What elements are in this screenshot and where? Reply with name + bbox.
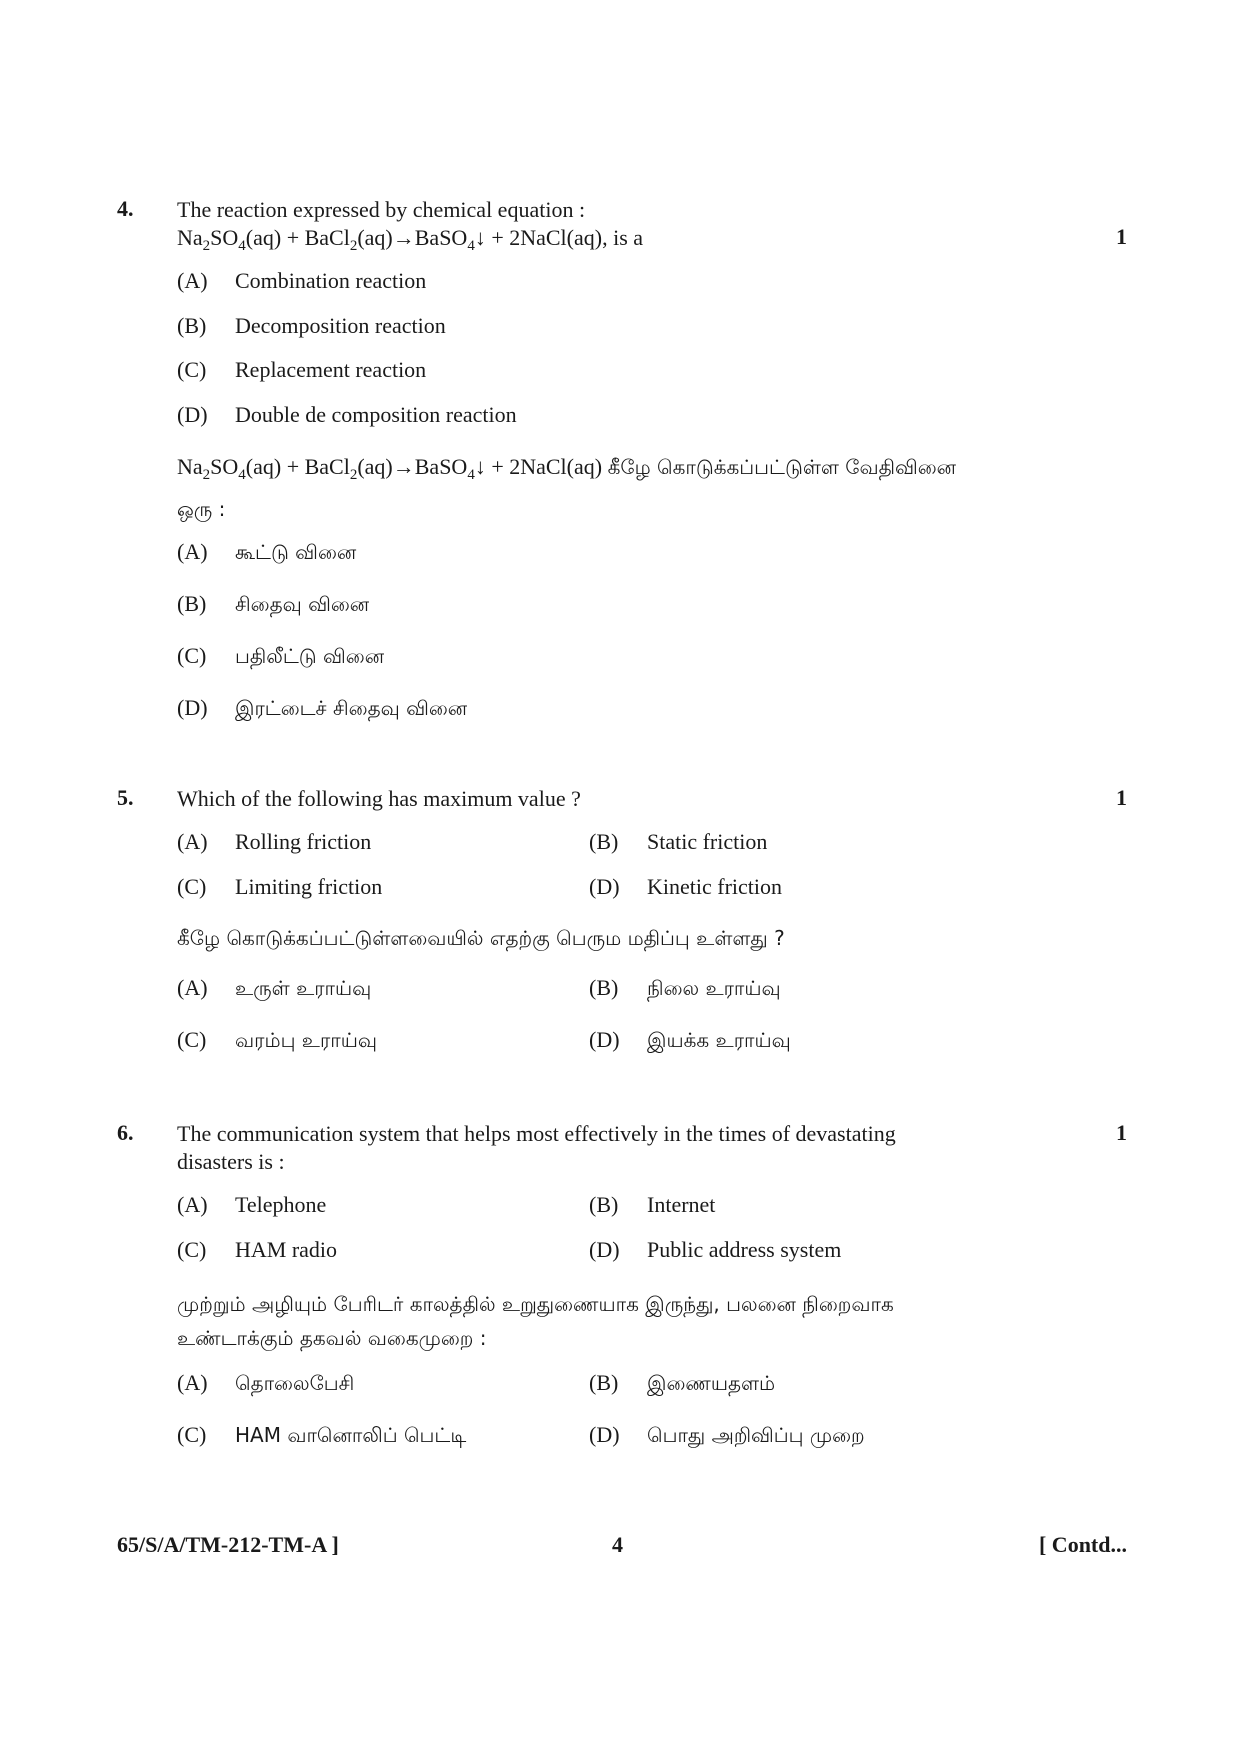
page-number: 4 [612,1532,623,1557]
question-stem-ta: $Na_2SO_4(aq)$ + BaCl$_2$(aq)→BaSO$_4$↓ + 2NaCl(aq) கீழே கொடுக்கப்பட்டுள்ள வேதிவினை ஒரு : [177,454,957,521]
question-stem-en: The communication system that helps most effectively in the times of devastating disasters is : [177,1121,896,1174]
option-c-ta[interactable]: (C) பதிலீட்டு வினை [177,643,385,668]
chemical-equation: $Na_2SO_4(aq)$ + BaCl$_2$(aq)→BaSO$_4$↓ + 2NaCl(aq), is a [177,225,644,254]
question-stem-en: The reaction expressed by chemical equation : [177,197,586,222]
question-5 [117,785,1127,1075]
question-marks: 1 [1116,224,1127,249]
question-stem-ta: கீழே கொடுக்கப்பட்டுள்ளவையில் எதற்கு பெரும மதிப்பு உள்ளது ? [177,926,785,950]
paper-code: 65/S/A/TM-212-TM-A ] [117,1532,339,1557]
option-b-ta[interactable]: (B) இணையதளம் [589,1370,776,1395]
option-b-ta[interactable]: (B) நிலை உராய்வு [589,975,781,1000]
option-b[interactable]: (B) Static friction [589,829,768,854]
equation-suffix: , is a [602,225,644,250]
question-marks: 1 [1116,1120,1127,1145]
option-a[interactable]: (A) Telephone [177,1192,327,1217]
option-a[interactable]: (A) Combination reaction [177,268,427,293]
question-stem-en: Which of the following has maximum value ? [177,786,581,811]
option-c[interactable]: (C) Replacement reaction [177,357,427,382]
option-d-ta[interactable]: (D) பொது அறிவிப்பு முறை [589,1422,865,1447]
question-stem-ta: முற்றும் அழியும் பேரிடர் காலத்தில் உறுதுணையாக இருந்து, பலனை நிறைவாக உண்டாக்கும் தகவல் வகைமுறை : [177,1292,894,1350]
question-stem [177,196,1067,260]
option-a-ta[interactable]: (A) தொலைபேசி [177,1370,355,1395]
question-number: 5. [117,785,134,810]
option-d-ta[interactable]: (D) இரட்டைச் சிதைவு வினை [177,695,468,720]
question-marks: 1 [1116,785,1127,810]
option-d[interactable]: (D) Double de composition reaction [177,402,517,427]
option-a-ta[interactable]: (A) உருள் உராய்வு [177,975,372,1000]
question-6 [117,1120,1127,1460]
option-d-ta[interactable]: (D) இயக்க உராய்வு [589,1027,791,1052]
question-number: 6. [117,1120,134,1145]
option-b-ta[interactable]: (B) சிதைவு வினை [177,591,370,616]
option-a[interactable]: (A) Rolling friction [177,829,372,854]
option-b[interactable]: (B) Decomposition reaction [177,313,446,338]
option-b[interactable]: (B) Internet [589,1192,716,1217]
continued-label: [ Contd... [1038,1532,1127,1557]
option-c-ta[interactable]: (C) வரம்பு உராய்வு [177,1027,378,1052]
chemical-equation-ta: $Na_2SO_4(aq)$ + BaCl$_2$(aq)→BaSO$_4$↓ + 2NaCl(aq) [177,454,603,483]
option-d[interactable]: (D) Kinetic friction [589,874,783,899]
option-a-ta[interactable]: (A) கூட்டு வினை [177,539,357,564]
option-d[interactable]: (D) Public address system [589,1237,842,1262]
question-4 [117,196,1127,736]
option-c-ta[interactable]: (C) HAM வானொலிப் பெட்டி [177,1422,467,1447]
option-c[interactable]: (C) Limiting friction [177,874,383,899]
option-c[interactable]: (C) HAM radio [177,1237,338,1262]
question-number: 4. [117,196,134,221]
